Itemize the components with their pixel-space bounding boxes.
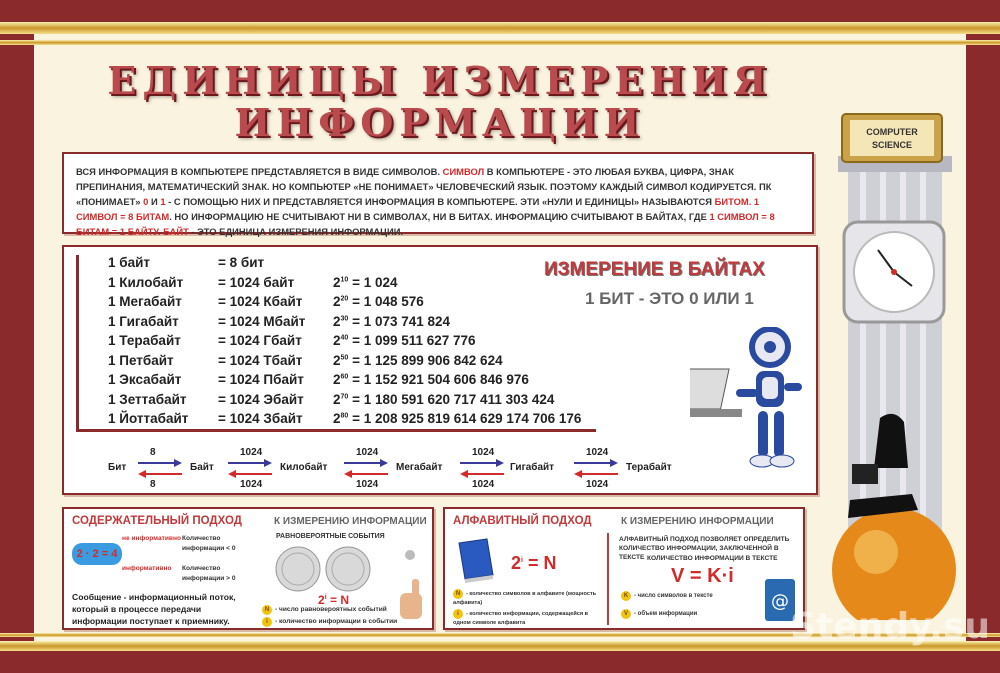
unit-equals: = 1024 Гбайт <box>218 333 302 348</box>
message-definition: Сообщение - информационный поток, который в процессе передачи информации поступает к приемнику. <box>72 592 236 626</box>
qty-greater-than: Количество информации > 0 <box>182 565 236 582</box>
coins-illustration <box>274 543 374 595</box>
bit-note: 1 БИТ - ЭТО 0 ИЛИ 1 <box>585 289 754 308</box>
unit-power: $2^{20} = 1$ 048 576 <box>333 294 424 309</box>
unit-power: $2^{40} = 1$ 099 511 627 776 <box>333 333 476 348</box>
chain-factor-top: 1024 <box>240 447 263 458</box>
unit-equals: = 1024 байт <box>218 274 295 290</box>
bottom-band <box>0 651 1000 673</box>
alphabet-qty-label: КОЛИЧЕСТВО ИНФОРМАЦИИ В ТЕКСТЕ <box>647 555 778 562</box>
table-rule-bottom <box>76 429 596 432</box>
unit-name: 1 Мегабайт <box>108 294 182 309</box>
note-i: i - количество информации в событии <box>262 617 397 627</box>
chain-arrows <box>458 458 506 480</box>
unit-equals: = 1024 Тбайт <box>218 352 303 368</box>
intro-highlight: БИТОМ. 1 СИМВОЛ = 8 БИТАМ <box>76 196 760 222</box>
unit-name: 1 Килобайт <box>108 274 184 290</box>
chain-factor-bottom: 1024 <box>356 479 379 490</box>
chain-unit-label: Гигабайт <box>510 462 555 473</box>
book-icon <box>453 537 499 583</box>
unit-power: $2^{30} = 1$ 073 741 824 <box>333 313 451 329</box>
unit-name: 1 байт <box>108 255 151 270</box>
chain-factor-bottom: 8 <box>150 479 156 490</box>
unit-power: $2^{10} = 1$ 024 <box>333 274 398 290</box>
column-illustration <box>820 100 970 620</box>
chain-unit-label: Мегабайт <box>396 462 443 473</box>
qty-less-than: Количество информации < 0 <box>182 535 236 552</box>
intro-highlight: СИМВОЛ <box>442 166 485 177</box>
unit-name: 1 Йоттабайт <box>108 411 189 426</box>
chain-arrows <box>572 458 620 480</box>
table-rule <box>76 255 79 431</box>
alphabet-note-n: N - количество символов в алфавите (мощность алфавита) <box>453 591 597 606</box>
content-approach-panel <box>62 507 434 630</box>
alphabet-formula: $2^i = N$ <box>511 553 557 573</box>
unit-equals: = 1024 Мбайт <box>218 313 306 329</box>
informative-label: информативно <box>122 565 172 572</box>
unit-equals: = 1024 Збайт <box>218 411 303 426</box>
alphabet-note-i: i - количество информации, содержащейся в одном символе алфавита <box>453 611 589 626</box>
unit-name: 1 Эксабайт <box>108 372 182 387</box>
intro-text: ВСЯ ИНФОРМАЦИЯ В КОМПЬЮТЕРЕ ПРЕДСТАВЛЯЕТСЯ В ВИДЕ СИМВОЛОВ. <box>76 166 443 177</box>
intro-text: В КОМПЬЮТЕРЕ - ЭТО ЛЮБАЯ БУКВА, ЦИФРА, ЗНАК ПРЕПИНАНИЯ, МАТЕМАТИЧЕСКИЙ ЗНАК. НО КОМПЬЮТЕР «НЕ ПОНИМАЕТ» ЧЕЛОВЕЧЕСКИЙ ЯЗЫК. ПОЭТОМУ КАЖДЫЙ СИМВОЛ КОДИРУЕТСЯ. ПК «ПОНИМАЕТ» <box>76 166 772 207</box>
content-approach-title: СОДЕРЖАТЕЛЬНЫЙ ПОДХОД <box>72 515 242 527</box>
unit-name: 1 Гигабайт <box>108 313 179 329</box>
chain-unit-label: Бит <box>108 462 127 473</box>
alphabet-note-v: V - объем информации <box>621 609 697 619</box>
intro-text: . НО ИНФОРМАЦИЮ НЕ СЧИТЫВАЮТ НИ В СИМВОЛАХ, НИ В БИТАХ. ИНФОРМАЦИЮ СЧИТЫВАЮТ В БАЙТАХ, ГДЕ <box>169 211 710 222</box>
unit-name: 1 Терабайт <box>108 333 181 348</box>
unit-equals: = 8 бит <box>218 255 265 270</box>
computer-science-plaque: COMPUTER SCIENCE <box>866 127 918 150</box>
unit-name: 1 Зеттабайт <box>108 391 187 407</box>
calc-badge: 2 · 2 = 4 <box>72 543 122 565</box>
alphabet-approach-panel <box>443 507 805 630</box>
intro-highlight: 0 <box>143 196 149 207</box>
svg-text:@: @ <box>771 591 789 612</box>
non-informative-label: не информативно <box>122 535 181 542</box>
robot-illustration <box>690 327 808 482</box>
alphabet-divider <box>607 533 609 625</box>
unit-equals: = 1024 Пбайт <box>218 372 304 387</box>
chain-unit-label: Байт <box>190 462 214 473</box>
unit-power: $2^{50} = 1$ 125 899 906 842 624 <box>333 352 503 368</box>
alphabet-note-k: K - число символов в тексте <box>621 591 713 601</box>
unit-equals: = 1024 Кбайт <box>218 294 303 309</box>
bytes-table-panel <box>62 245 818 495</box>
top-gold-stripe <box>0 22 1000 34</box>
chain-unit-label: Терабайт <box>626 462 672 473</box>
top-gold-thin <box>0 40 1000 45</box>
equiprobable-label: РАВНОВЕРОЯТНЫЕ СОБЫТИЯ <box>276 533 385 540</box>
chain-factor-top: 1024 <box>586 447 609 458</box>
intro-highlight: 1 СИМВОЛ = 8 БИТАМ = 1 БАЙТУ. БАЙТ <box>76 211 775 237</box>
right-border <box>966 0 1000 673</box>
note-n: N - число равновероятных событий <box>262 605 387 615</box>
alphabet-approach-title: АЛФАВИТНЫЙ ПОДХОД <box>453 515 592 527</box>
chain-factor-top: 1024 <box>472 447 495 458</box>
intro-text-panel <box>62 152 814 237</box>
unit-power: $2^{70} = 1$ 180 591 620 717 411 303 424 <box>333 391 555 407</box>
intro-text: - ЭТО ЕДИНИЦА ИЗМЕРЕНИЯ ИНФОРМАЦИИ. <box>188 226 404 237</box>
thumb-up-icon <box>390 549 430 625</box>
chain-arrows <box>342 458 390 480</box>
chain-factor-top: 8 <box>150 447 156 458</box>
chain-factor-bottom: 1024 <box>586 479 609 490</box>
intro-text: - С ПОМОЩЬЮ НИХ И ПРЕДСТАВЛЯЕТСЯ ИНФОРМАЦИЯ В КОМПЬЮТЕРЕ. ЭТИ «НУЛИ И ЕДИНИЦЫ» НАЗЫВАЮТСЯ <box>165 196 715 207</box>
chain-unit-label: Килобайт <box>280 462 328 473</box>
intro-highlight: 1 <box>160 196 166 207</box>
chain-arrows <box>136 458 184 480</box>
unit-name: 1 Петбайт <box>108 352 174 368</box>
chain-factor-bottom: 1024 <box>240 479 263 490</box>
top-band <box>0 0 1000 22</box>
unit-power: $2^{80} = 1$ 208 925 819 614 629 174 706 176 <box>333 411 582 426</box>
title-line-2: ИНФОРМАЦИИ <box>234 100 646 145</box>
chain-factor-top: 1024 <box>356 447 379 458</box>
bytes-heading: ИЗМЕРЕНИЕ В БАЙТАХ <box>544 259 765 280</box>
left-border <box>0 0 34 673</box>
alphabet-description: АЛФАВИТНЫЙ ПОДХОД ПОЗВОЛЯЕТ ОПРЕДЕЛИТЬ КОЛИЧЕСТВО ИНФОРМАЦИИ, ЗАКЛЮЧЕННОЙ В ТЕКСТЕ <box>619 536 790 561</box>
unit-equals: = 1024 Эбайт <box>218 391 304 407</box>
content-approach-subtitle: К ИЗМЕРЕНИЮ ИНФОРМАЦИИ <box>274 516 427 527</box>
alphabet-approach-subtitle: К ИЗМЕРЕНИЮ ИНФОРМАЦИИ <box>621 516 774 527</box>
intro-text: И <box>148 196 161 207</box>
chain-factor-bottom: 1024 <box>472 479 495 490</box>
vki-formula: V = K·i <box>671 565 734 587</box>
title-line-1: ЕДИНИЦЫ ИЗМЕРЕНИЯ <box>107 58 773 103</box>
watermark: Stendy.su <box>790 606 990 647</box>
chain-arrows <box>226 458 274 480</box>
unit-power: $2^{60} = 1$ 152 921 504 606 846 976 <box>333 372 529 387</box>
content-formula: $2^i = N$ <box>318 593 349 607</box>
